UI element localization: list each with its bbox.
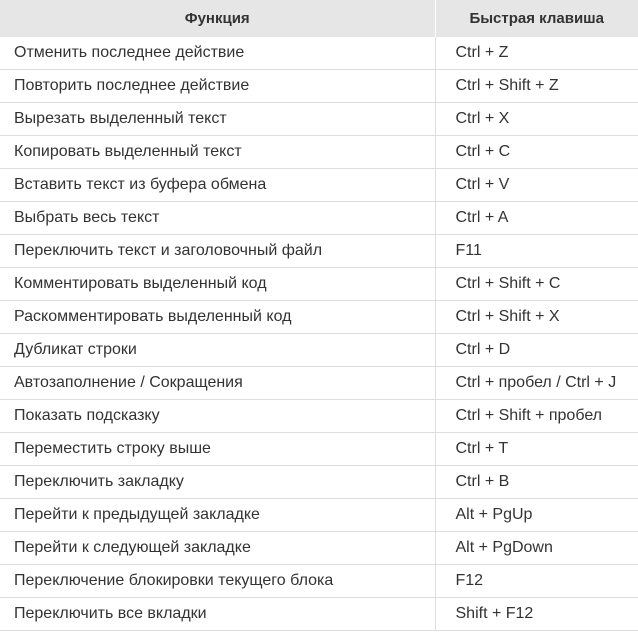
table-row xyxy=(0,433,638,466)
table-row xyxy=(0,367,638,400)
shortcut-cell: F11 xyxy=(435,235,638,268)
function-cell: Переключить закладку xyxy=(0,466,435,499)
function-cell: Вырезать выделенный текст xyxy=(0,103,435,136)
function-cell: Переключить все вкладки xyxy=(0,598,435,631)
function-cell: Копировать выделенный текст xyxy=(0,136,435,169)
table-row xyxy=(0,235,638,268)
table-row xyxy=(0,268,638,301)
table-row xyxy=(0,301,638,334)
table-row xyxy=(0,169,638,202)
shortcut-cell: Ctrl + C xyxy=(435,136,638,169)
shortcut-cell: Ctrl + Shift + пробел xyxy=(435,400,638,433)
function-cell: Показать подсказку xyxy=(0,400,435,433)
table-row xyxy=(0,499,638,532)
table-row xyxy=(0,202,638,235)
shortcut-cell: Ctrl + D xyxy=(435,334,638,367)
table-row xyxy=(0,136,638,169)
function-cell: Переключение блокировки текущего блока xyxy=(0,565,435,598)
shortcut-cell: Ctrl + Shift + C xyxy=(435,268,638,301)
table-row xyxy=(0,103,638,136)
shortcut-cell: Ctrl + B xyxy=(435,466,638,499)
shortcut-cell: Ctrl + Shift + Z xyxy=(435,70,638,103)
header-function: Функция xyxy=(0,0,435,37)
shortcut-cell: Ctrl + Z xyxy=(435,37,638,70)
shortcut-cell: Ctrl + V xyxy=(435,169,638,202)
shortcut-cell: Ctrl + пробел / Ctrl + J xyxy=(435,367,638,400)
shortcut-cell: Alt + PgDown xyxy=(435,532,638,565)
shortcut-cell: Ctrl + X xyxy=(435,103,638,136)
table-row xyxy=(0,598,638,631)
shortcut-cell: F12 xyxy=(435,565,638,598)
table-row xyxy=(0,532,638,565)
function-cell: Дубликат строки xyxy=(0,334,435,367)
table-row xyxy=(0,37,638,70)
function-cell: Вставить текст из буфера обмена xyxy=(0,169,435,202)
function-cell: Автозаполнение / Сокращения xyxy=(0,367,435,400)
function-cell: Переместить строку выше xyxy=(0,433,435,466)
table-body xyxy=(0,37,638,631)
function-cell: Раскомментировать выделенный код xyxy=(0,301,435,334)
function-cell: Повторить последнее действие xyxy=(0,70,435,103)
table-header xyxy=(0,0,638,37)
shortcut-cell: Ctrl + Shift + X xyxy=(435,301,638,334)
table-row xyxy=(0,70,638,103)
function-cell: Перейти к предыдущей закладке xyxy=(0,499,435,532)
header-row xyxy=(0,0,638,37)
function-cell: Отменить последнее действие xyxy=(0,37,435,70)
function-cell: Переключить текст и заголовочный файл xyxy=(0,235,435,268)
table-row xyxy=(0,466,638,499)
table-row xyxy=(0,565,638,598)
function-cell: Комментировать выделенный код xyxy=(0,268,435,301)
shortcut-cell: Shift + F12 xyxy=(435,598,638,631)
function-cell: Выбрать весь текст xyxy=(0,202,435,235)
shortcut-cell: Ctrl + T xyxy=(435,433,638,466)
table-row xyxy=(0,334,638,367)
function-cell: Перейти к следующей закладке xyxy=(0,532,435,565)
shortcut-cell: Alt + PgUp xyxy=(435,499,638,532)
table-row xyxy=(0,400,638,433)
shortcut-cell: Ctrl + A xyxy=(435,202,638,235)
header-shortcut: Быстрая клавиша xyxy=(435,0,638,37)
